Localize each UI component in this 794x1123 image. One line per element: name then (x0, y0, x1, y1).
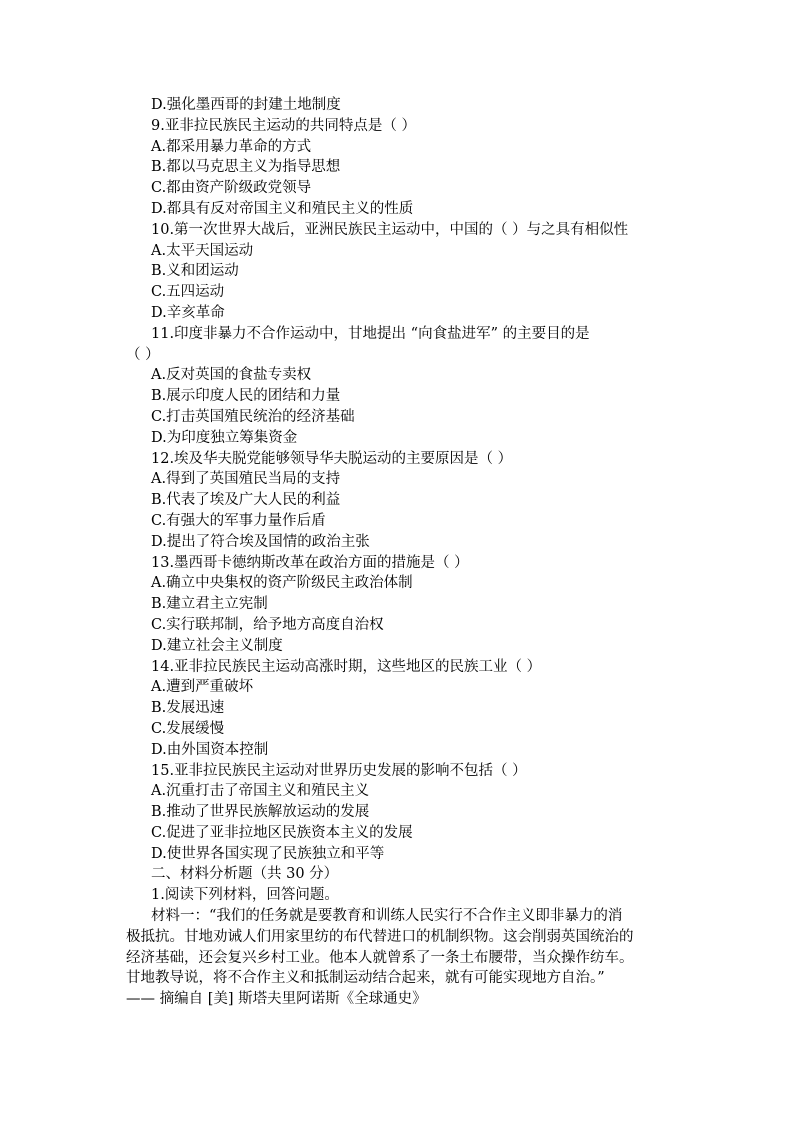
material1-line2: 极抵抗。甘地劝诫人们用家里纺的布代替进口的机制织物。这会削弱英国统治的 (126, 928, 634, 945)
material1-line4: 甘地教导说，将不合作主义和抵制运动结合起来，就有可能实现地方自治。” (126, 970, 605, 987)
q13-option-a: A.确立中央集权的资产阶级民主政治体制 (151, 575, 413, 592)
q12-stem: 12.埃及华夫脱党能够领导华夫脱运动的主要原因是（ ） (151, 450, 513, 467)
section2-heading: 二、材料分析题（共 30 分） (151, 866, 339, 883)
q11-option-a: A.反对英国的食盐专卖权 (151, 367, 312, 384)
q14-stem: 14.亚非拉民族民主运动高涨时期，这些地区的民族工业（ ） (151, 658, 542, 675)
q14-option-c: C.发展缓慢 (151, 720, 225, 737)
q12-option-a: A.得到了英国殖民当局的支持 (151, 471, 341, 488)
q12-option-d: D.提出了符合埃及国情的政治主张 (151, 533, 370, 550)
q11-option-d: D.为印度独立筹集资金 (151, 429, 298, 446)
q12-option-c: C.有强大的军事力量作后盾 (151, 512, 326, 529)
q11-stem-cont: （ ） (126, 346, 160, 363)
q14-option-b: B.发展迅速 (151, 700, 225, 717)
q9-option-d: D.都具有反对帝国主义和殖民主义的性质 (151, 200, 414, 217)
q9-option-c: C.都由资产阶级政党领导 (151, 180, 312, 197)
q14-option-d: D.由外国资本控制 (151, 741, 269, 758)
material1-line3: 经济基础，还会复兴乡村工业。他本人就曾系了一条土布腰带，当众操作纺车。 (126, 949, 634, 966)
q15-option-a: A.沉重打击了帝国主义和殖民主义 (151, 783, 370, 800)
q10-option-a: A.太平天国运动 (151, 242, 254, 259)
q10-option-b: B.义和团运动 (151, 263, 239, 280)
q12-option-b: B.代表了埃及广大人民的利益 (151, 492, 341, 509)
q11-option-b: B.展示印度人民的团结和力量 (151, 388, 341, 405)
q14-option-a: A.遭到严重破坏 (151, 679, 254, 696)
material1-line1: 材料一：“我们的任务就是要教育和训练人民实行不合作主义即非暴力的消 (151, 908, 623, 925)
material1-source: —— 摘编自 [美] 斯塔夫里阿诺斯《全球通史》 (126, 991, 427, 1008)
page-content (126, 95, 672, 1010)
q13-stem: 13.墨西哥卡德纳斯改革在政治方面的措施是（ ） (151, 554, 469, 571)
q10-stem: 10.第一次世界大战后，亚洲民族民主运动中，中国的（ ）与之具有相似性 (151, 221, 629, 238)
q15-option-c: C.促进了亚非拉地区民族资本主义的发展 (151, 824, 413, 841)
q15-option-b: B.推动了世界民族解放运动的发展 (151, 804, 370, 821)
q13-option-b: B.建立君主立宪制 (151, 596, 268, 613)
section2-q1-stem: 1.阅读下列材料，回答问题。 (151, 887, 339, 904)
q11-stem: 11.印度非暴力不合作运动中，甘地提出 “向食盐进军” 的主要目的是 (151, 325, 590, 342)
q15-option-d: D.使世界各国实现了民族独立和平等 (151, 845, 385, 862)
q11-option-c: C.打击英国殖民统治的经济基础 (151, 408, 355, 425)
q15-stem: 15.亚非拉民族民主运动对世界历史发展的影响不包括（ ） (151, 762, 527, 779)
q10-option-d: D.辛亥革命 (151, 304, 225, 321)
q9-option-b: B.都以马克思主义为指导思想 (151, 159, 341, 176)
q13-option-c: C.实行联邦制，给予地方高度自治权 (151, 616, 384, 633)
q8-option-d: D.强化墨西哥的封建土地制度 (151, 97, 341, 113)
q9-stem: 9.亚非拉民族民主运动的共同特点是（ ） (151, 117, 416, 134)
q9-option-a: A.都采用暴力革命的方式 (151, 138, 312, 155)
q10-option-c: C.五四运动 (151, 284, 225, 301)
q13-option-d: D.建立社会主义制度 (151, 637, 283, 654)
